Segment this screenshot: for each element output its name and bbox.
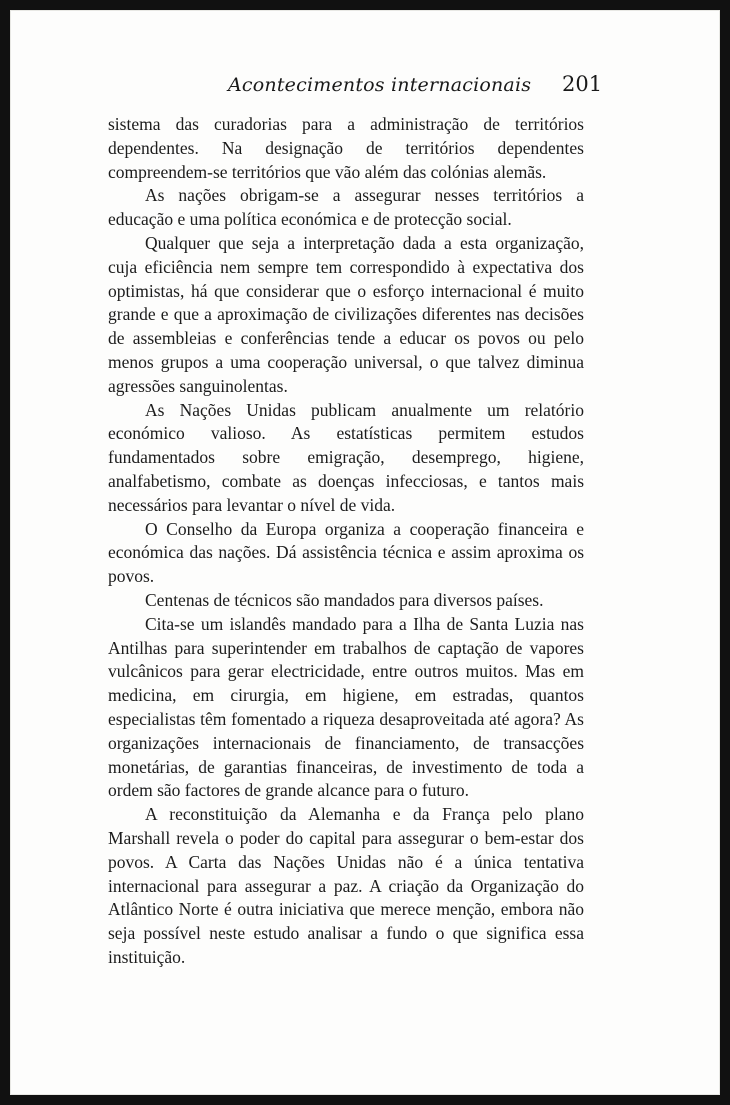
paragraph: sistema das curadorias para a administração de territórios dependentes. Na designação de territórios dependentes compreendem-se territórios que vão além das colónias alemãs.: [108, 114, 584, 182]
body-text: [108, 113, 584, 970]
paragraph: A reconstituição da Alemanha e da França pelo plano Marshall revela o poder do capital para assegurar o bem-estar dos povos. A Carta das Nações Unidas não é a única tentativa internacional para assegurar a paz. A criação da Organização do Atlântico Norte é outra iniciativa que merece menção, embora não seja possível neste estudo analisar a fundo o que significa essa instituição.: [108, 804, 584, 967]
paragraph: As Nações Unidas publicam anualmente um relatório económico valioso. As estatísticas permitem estudos fundamentados sobre emigração, desemprego, higiene, analfabetismo, combate as doenças infecciosas, e tantos mais necessários para levantar o nível de vida.: [108, 399, 584, 515]
book-page: [10, 10, 720, 1095]
paragraph: O Conselho da Europa organiza a cooperação financeira e económica das nações. Dá assistência técnica e assim aproxima os povos.: [108, 518, 584, 587]
paragraph: Qualquer que seja a interpretação dada a esta organização, cuja eficiência nem sempre tem correspondido à expectativa dos optimistas, há que considerar que o esforço internacional é muito grande e que a aproximação de civilizações diferentes nas decisões de assembleias e conferências tende a educar os povos ou pelo menos grupos a uma cooperação universal, o que talvez diminua agressões sanguinolentas.: [108, 232, 584, 396]
page-header: [10, 68, 720, 98]
page-number: 201: [562, 72, 603, 96]
paragraph: Cita-se um islandês mandado para a Ilha de Santa Luzia nas Antilhas para superintender em trabalhos de captação de vapores vulcânicos para gerar electricidade, entre outros muitos. Mas em medicina, em cirurgia, em higiene, em estradas, quantos especialistas têm fomentado a riqueza desaproveitada até agora? As organizações internacionais de financiamento, de transacções monetárias, de garantias financeiras, de investimento de toda a ordem são factores de grande alcance para o futuro.: [108, 613, 584, 801]
paragraph: As nações obrigam-se a assegurar nesses territórios a educação e uma política económica e de protecção social.: [108, 185, 584, 230]
paragraph: Centenas de técnicos são mandados para diversos países.: [145, 589, 544, 610]
running-title: Acontecimentos internacionais: [228, 74, 532, 96]
